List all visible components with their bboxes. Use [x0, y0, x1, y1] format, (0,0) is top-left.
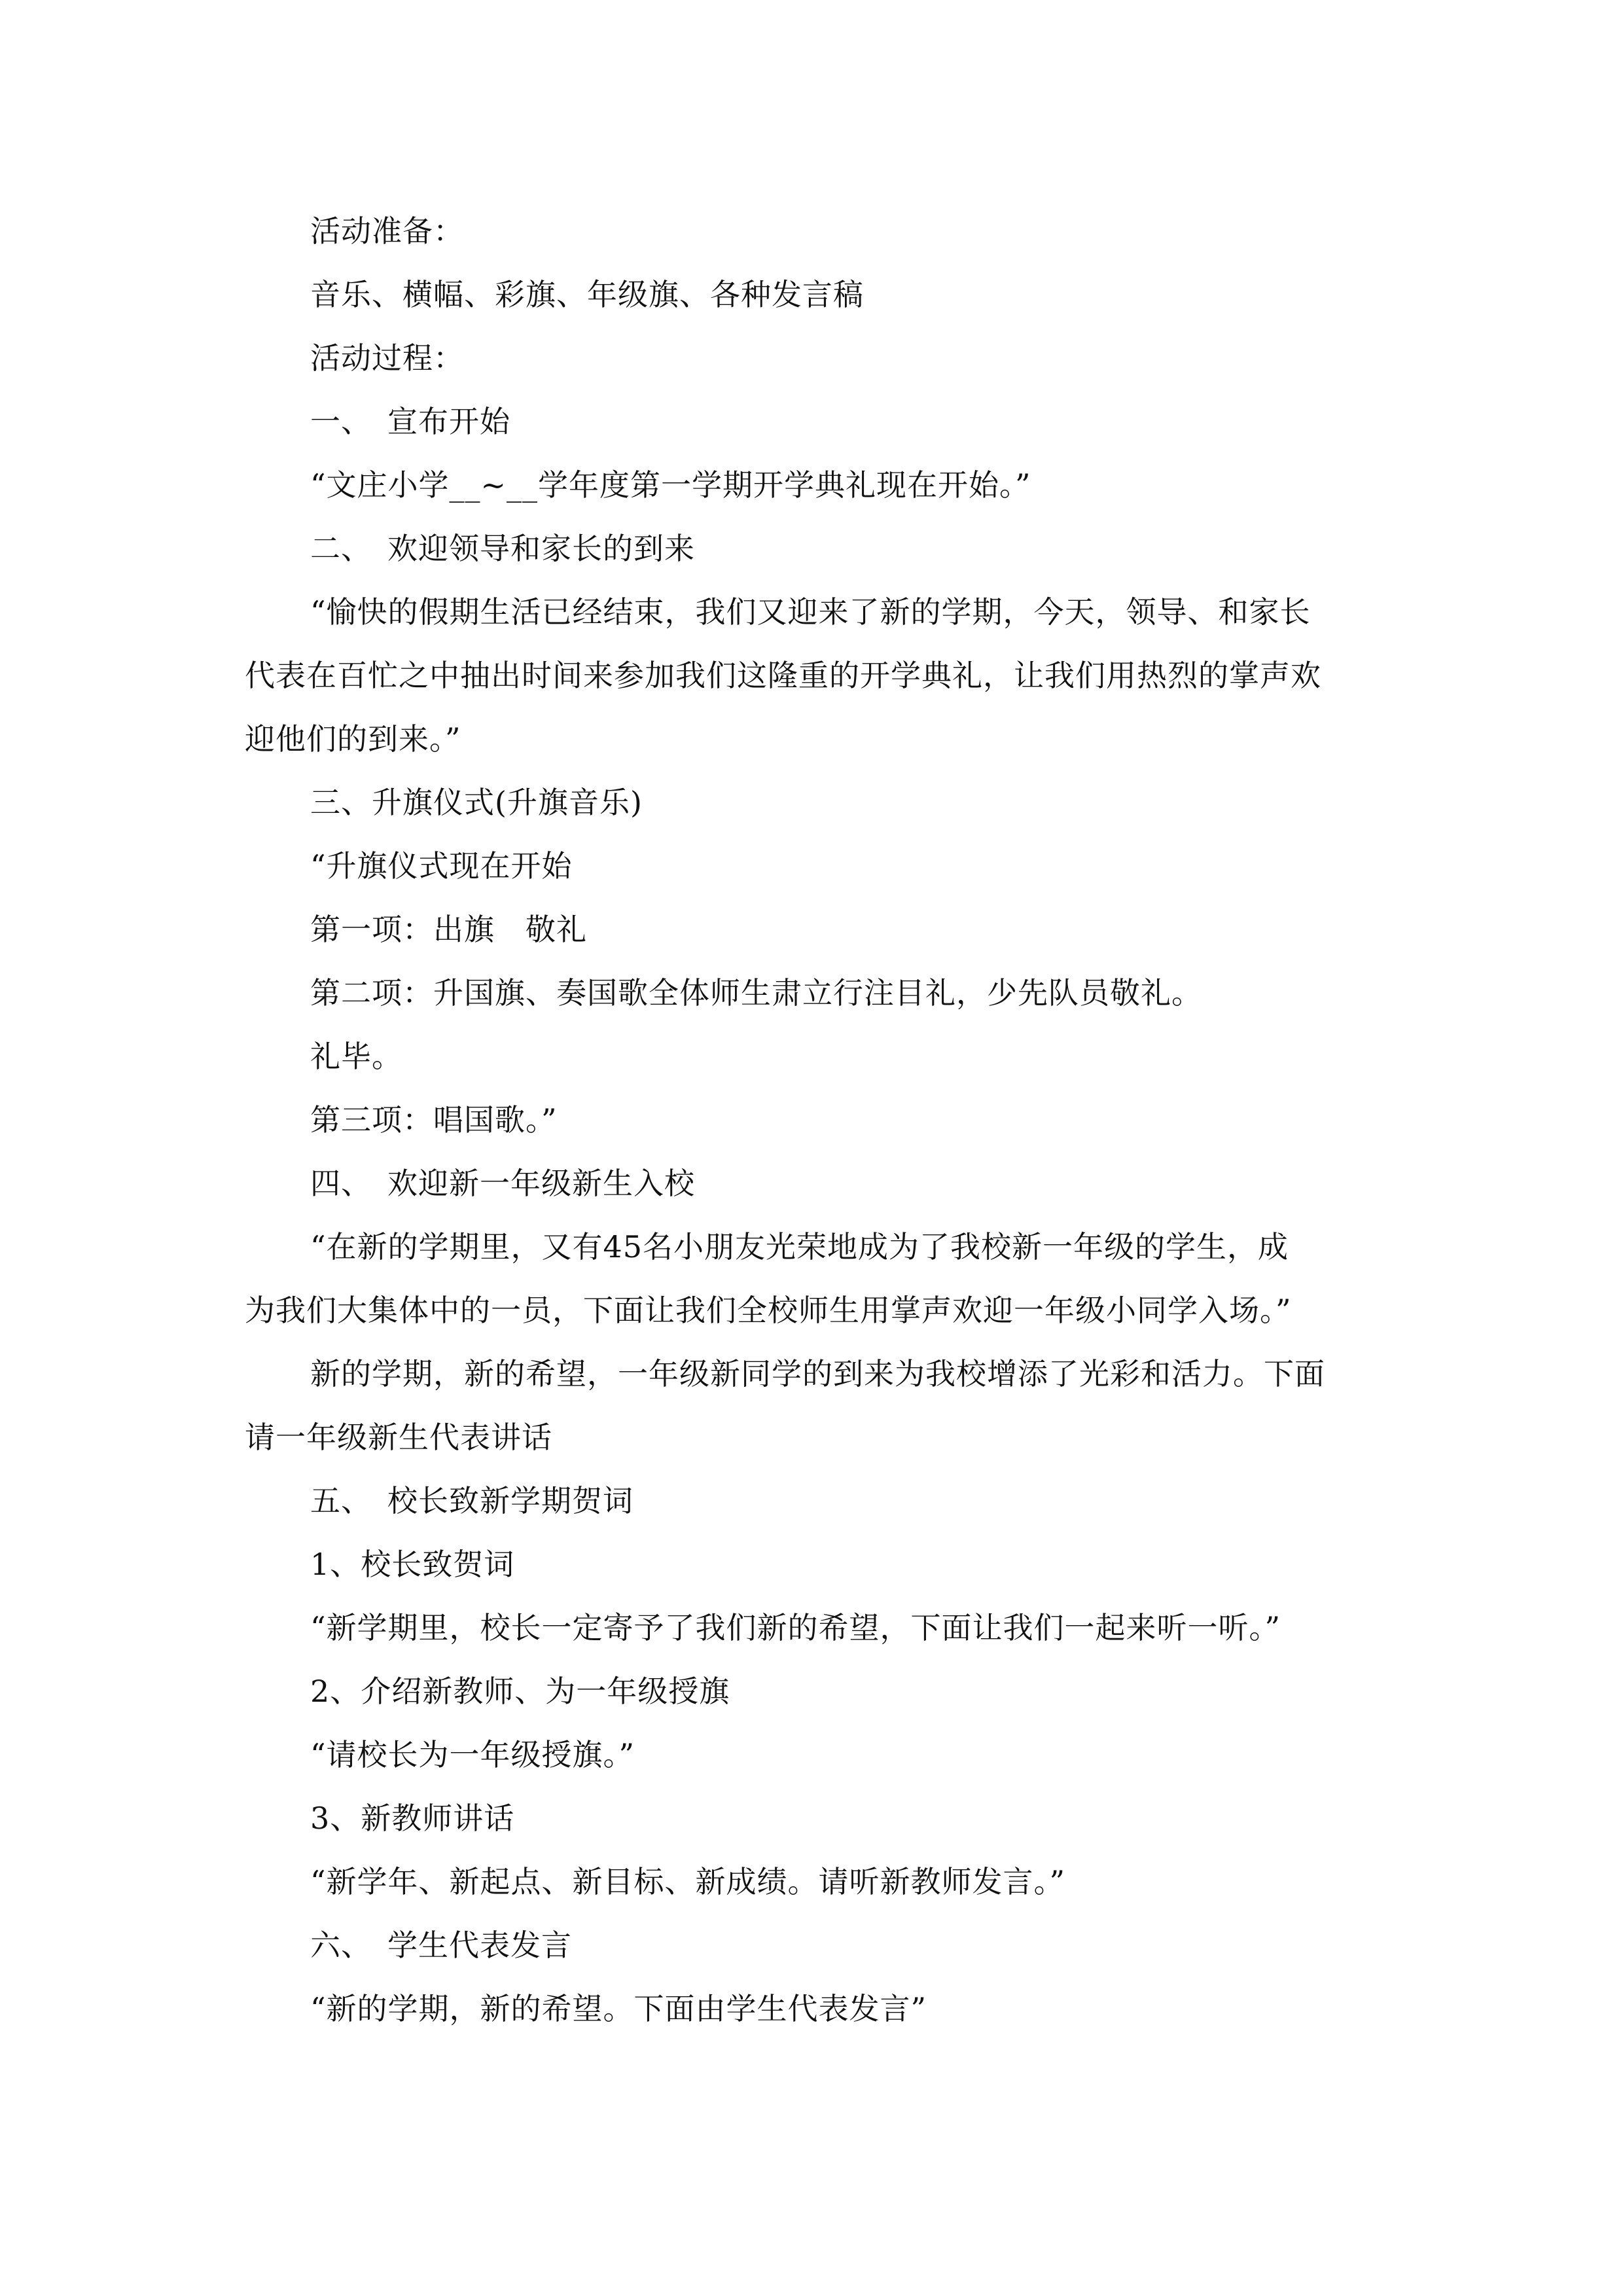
flag-ceremony-end: 礼毕。	[310, 1039, 402, 1074]
subsection-2: 2、介绍新教师、为一年级授旗	[310, 1674, 730, 1709]
heading-activity-process: 活动过程：	[310, 340, 464, 376]
heading-activity-preparation: 活动准备：	[310, 213, 464, 249]
flag-item-1: 第一项：出旗 敬礼	[310, 912, 587, 947]
paragraph-line: 请一年级新生代表讲话	[245, 1420, 552, 1455]
section-5-heading: 五、 校长致新学期贺词	[310, 1483, 633, 1518]
paragraph-line: 为我们大集体中的一员，下面让我们全校师生用掌声欢迎一年级小同学入场。”	[245, 1293, 1292, 1328]
section-4-heading: 四、 欢迎新一年级新生入校	[310, 1166, 695, 1201]
section-6-heading: 六、 学生代表发言	[310, 1928, 572, 1963]
document-body	[245, 200, 1377, 2041]
paragraph-line: “愉快的假期生活已经结束，我们又迎来了新的学期，今天，领导、和家长	[310, 594, 1311, 630]
paragraph-line: 代表在百忙之中抽出时间来参加我们这隆重的开学典礼，让我们用热烈的掌声欢	[245, 658, 1321, 693]
paragraph-new-hope	[245, 1342, 1377, 1469]
subsection-1: 1、校长致贺词	[310, 1547, 515, 1582]
section-2-heading: 二、 欢迎领导和家长的到来	[310, 531, 695, 566]
section-1-text: “文庄小学__~__学年度第一学期开学典礼现在开始。”	[310, 467, 1031, 503]
preparation-items: 音乐、横幅、彩旗、年级旗、各种发言稿	[310, 277, 864, 312]
flag-ceremony-intro: “升旗仪式现在开始	[310, 848, 573, 884]
subsection-1-text: “新学期里，校长一定寄予了我们新的希望，下面让我们一起来听一听。”	[310, 1610, 1281, 1645]
section-3-heading: 三、升旗仪式(升旗音乐)	[310, 785, 643, 820]
paragraph-line: 新的学期，新的希望，一年级新同学的到来为我校增添了光彩和活力。下面	[310, 1356, 1325, 1391]
subsection-3-text: “新学年、新起点、新目标、新成绩。请听新教师发言。”	[310, 1864, 1066, 1899]
section-1-heading: 一、 宣布开始	[310, 404, 510, 439]
paragraph-new-students	[245, 1215, 1377, 1342]
section-6-text: “新的学期，新的希望。下面由学生代表发言”	[310, 1991, 927, 2026]
subsection-3: 3、新教师讲话	[310, 1801, 515, 1836]
paragraph-line: 迎他们的到来。”	[245, 721, 461, 757]
flag-item-3: 第三项：唱国歌。”	[310, 1102, 558, 1138]
flag-item-2: 第二项：升国旗、奏国歌全体师生肃立行注目礼，少先队员敬礼。	[310, 975, 1202, 1011]
paragraph-welcome	[245, 581, 1377, 771]
paragraph-line: “在新的学期里，又有45名小朋友光荣地成为了我校新一年级的学生，成	[310, 1229, 1289, 1265]
subsection-2-text: “请校长为一年级授旗。”	[310, 1737, 635, 1772]
